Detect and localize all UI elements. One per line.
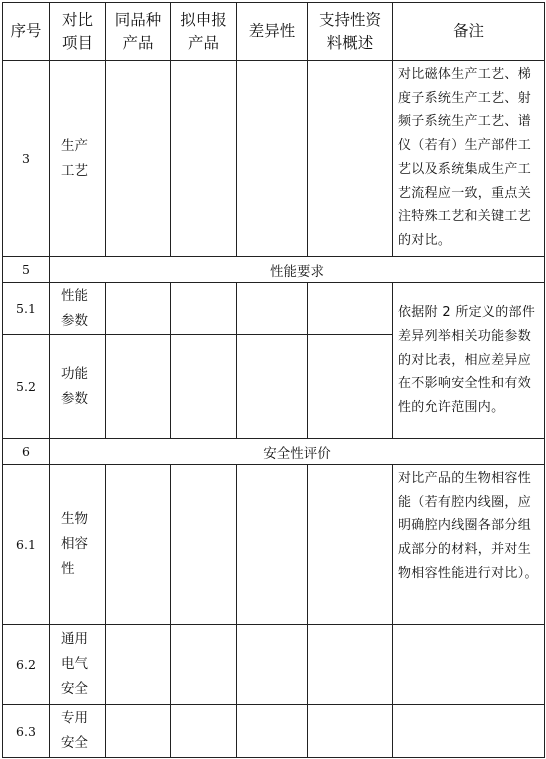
header-seq: 序号 <box>3 3 50 61</box>
header-note: 备注 <box>393 3 545 61</box>
cell-same-product <box>106 705 171 758</box>
cell-support-summary <box>308 61 393 257</box>
cell-support-summary <box>308 625 393 705</box>
row-item: 性能 参数 <box>50 283 106 335</box>
row-seq: 6.1 <box>3 465 50 625</box>
cell-difference <box>237 705 308 758</box>
cell-support-summary <box>308 335 393 439</box>
row-item: 专用 安全 <box>50 705 106 758</box>
row-note: 依据附 2 所定义的部件差异列举相关功能参数的对比表，相应差异应在不影响安全性和有效性的允许范围内。 <box>393 283 545 439</box>
row-item: 功能 参数 <box>50 335 106 439</box>
header-difference: 差异性 <box>237 3 308 61</box>
cell-support-summary <box>308 705 393 758</box>
row-seq: 6.3 <box>3 705 50 758</box>
section-title: 安全性评价 <box>50 439 545 465</box>
cell-proposed-product <box>171 705 237 758</box>
cell-difference <box>237 335 308 439</box>
cell-same-product <box>106 61 171 257</box>
row-item: 通用 电气 安全 <box>50 625 106 705</box>
header-row <box>3 3 545 61</box>
row-note: 对比产品的生物相容性能（若有腔内线圈，应明确腔内线圈各部分组成部分的材料，并对生物相容性能进行对比）。 <box>393 465 545 625</box>
comparison-table <box>2 2 545 758</box>
row-item: 生物 相容 性 <box>50 465 106 625</box>
cell-same-product <box>106 335 171 439</box>
cell-difference <box>237 283 308 335</box>
row-seq: 5.1 <box>3 283 50 335</box>
cell-support-summary <box>308 465 393 625</box>
table-row <box>3 465 545 625</box>
section-seq: 6 <box>3 439 50 465</box>
row-note: 对比磁体生产工艺、梯度子系统生产工艺、射频子系统生产工艺、谱仪（若有）生产部件工艺以及系统集成生产工艺流程应一致，重点关注特殊工艺和关键工艺的对比。 <box>393 61 545 257</box>
section-row <box>3 257 545 283</box>
cell-same-product <box>106 625 171 705</box>
cell-note <box>393 705 545 758</box>
section-seq: 5 <box>3 257 50 283</box>
row-seq: 3 <box>3 61 50 257</box>
row-seq: 5.2 <box>3 335 50 439</box>
cell-note <box>393 625 545 705</box>
header-item: 对比 项目 <box>50 3 106 61</box>
cell-proposed-product <box>171 335 237 439</box>
table-row <box>3 625 545 705</box>
cell-support-summary <box>308 283 393 335</box>
cell-proposed-product <box>171 625 237 705</box>
row-seq: 6.2 <box>3 625 50 705</box>
section-title: 性能要求 <box>50 257 545 283</box>
cell-proposed-product <box>171 283 237 335</box>
cell-same-product <box>106 465 171 625</box>
header-same-product: 同品种 产品 <box>106 3 171 61</box>
table-row <box>3 61 545 257</box>
table-row <box>3 705 545 758</box>
cell-proposed-product <box>171 465 237 625</box>
cell-proposed-product <box>171 61 237 257</box>
cell-difference <box>237 625 308 705</box>
cell-same-product <box>106 283 171 335</box>
header-support-summary: 支持性资 料概述 <box>308 3 393 61</box>
table-row <box>3 283 545 335</box>
cell-difference <box>237 61 308 257</box>
cell-difference <box>237 465 308 625</box>
row-item: 生产 工艺 <box>50 61 106 257</box>
header-proposed-product: 拟申报 产品 <box>171 3 237 61</box>
section-row <box>3 439 545 465</box>
